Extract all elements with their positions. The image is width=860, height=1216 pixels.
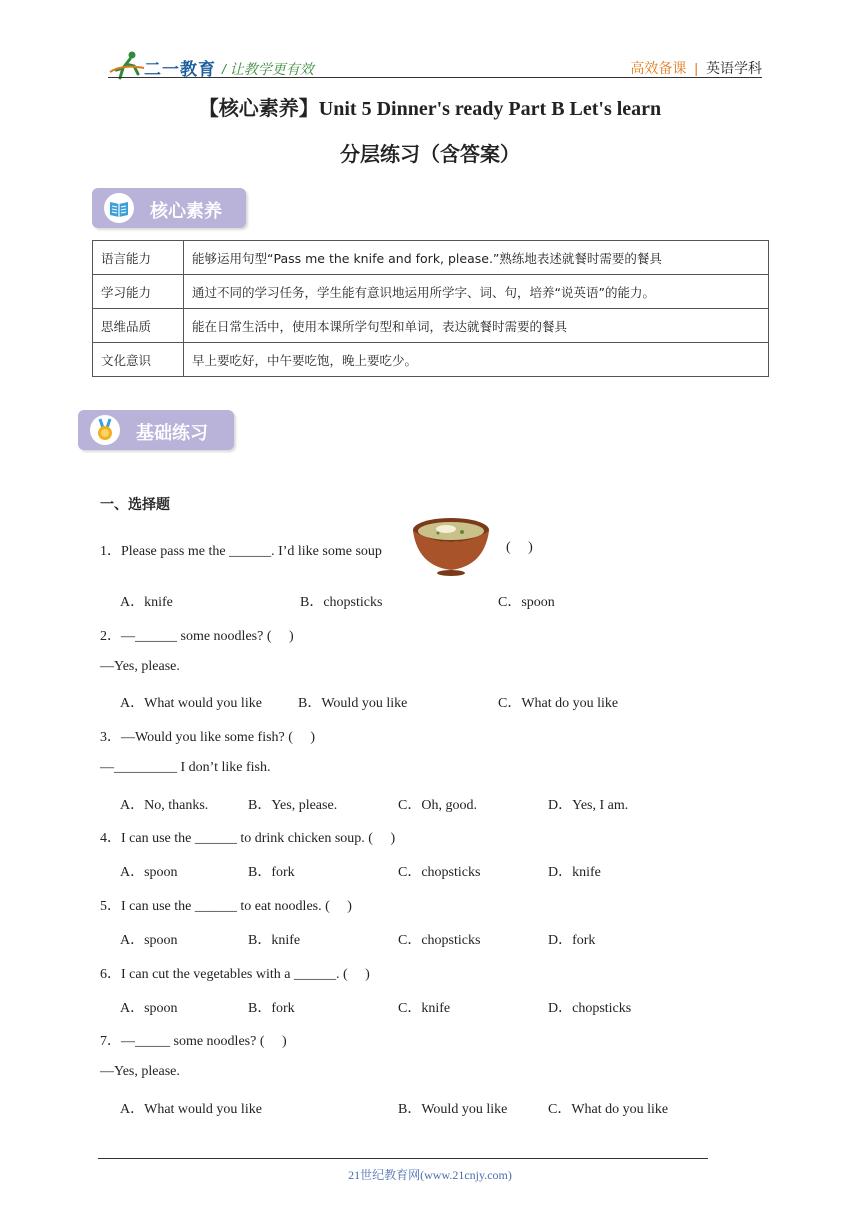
option-b: B．Yes, please. <box>248 798 338 813</box>
core-competency-table <box>92 240 769 377</box>
section-title-basic: 基础练习 <box>136 423 208 444</box>
question-7-stem: 7．—_____ some noodles? ( ) <box>100 1034 287 1049</box>
option-c: C．knife <box>398 1001 451 1016</box>
option-b: B．fork <box>248 1001 295 1016</box>
medal-icon <box>90 415 120 445</box>
question-1-answer-slot: ( ) <box>506 540 533 555</box>
page-title: 【核心素养】Unit 5 Dinner's ready Part B Let's learn <box>198 98 662 120</box>
table-cell-name: 思维品质 <box>93 309 184 343</box>
option-c: C．Oh, good. <box>398 798 477 813</box>
option-c: C．spoon <box>498 595 555 610</box>
table-row <box>93 309 769 343</box>
table-cell-name: 文化意识 <box>93 343 184 377</box>
option-b: B．knife <box>248 933 301 948</box>
header-tag-prep: 高效备课 <box>630 60 687 76</box>
table-row <box>93 343 769 377</box>
table-cell-name: 语言能力 <box>93 241 184 275</box>
footer-source: 21世纪教育网(www.21cnjy.com) <box>348 1168 512 1182</box>
table-cell-desc: 通过不同的学习任务，学生能有意识地运用所学字、词、句，培养“说英语”的能力。 <box>184 275 769 309</box>
option-a: A．knife <box>120 595 173 610</box>
question-2-reply: —Yes, please. <box>100 659 180 674</box>
header-separator: | <box>694 60 698 76</box>
question-3-reply: —_________ I don’t like fish. <box>100 760 271 775</box>
option-c: C．What do you like <box>498 696 619 711</box>
table-cell-desc: 能在日常生活中，使用本课所学句型和单词，表达就餐时需要的餐具 <box>184 309 769 343</box>
option-c: C．chopsticks <box>398 865 481 880</box>
option-a: A．No, thanks. <box>120 798 209 813</box>
table-cell-desc: 能够运用句型“Pass me the knife and fork, please.”熟练地表述就餐时需要的餐具 <box>184 241 769 275</box>
question-2-stem: 2．—______ some noodles? ( ) <box>100 629 294 644</box>
option-a: A．What would you like <box>120 696 262 711</box>
option-b: B．fork <box>248 865 295 880</box>
option-c: C．What do you like <box>548 1102 669 1117</box>
option-b: B．Would you like <box>398 1102 508 1117</box>
option-c: C．chopsticks <box>398 933 481 948</box>
option-d: D．fork <box>548 933 596 948</box>
logo-text: 二一教育 <box>144 60 216 79</box>
header-right <box>630 58 762 78</box>
option-a: A．spoon <box>120 865 178 880</box>
option-b: B．chopsticks <box>300 595 383 610</box>
option-a: A．spoon <box>120 933 178 948</box>
soup-bowl-icon <box>410 516 492 578</box>
section-badge-core <box>92 188 246 228</box>
option-b: B．Would you like <box>298 696 408 711</box>
table-row <box>93 241 769 275</box>
option-d: D．knife <box>548 865 601 880</box>
header-tag-subject: 英语学科 <box>706 60 762 76</box>
question-6-stem: 6．I can cut the vegetables with a ______. ( ) <box>100 967 370 982</box>
option-a: A．What would you like <box>120 1102 262 1117</box>
footer-divider <box>98 1158 708 1159</box>
question-1-stem: 1．Please pass me the ______. I’d like some soup <box>100 544 382 559</box>
question-5-stem: 5．I can use the ______ to eat noodles. ( ) <box>100 899 352 914</box>
book-icon <box>104 193 134 223</box>
table-cell-desc: 早上要吃好，中午要吃饱，晚上要吃少。 <box>184 343 769 377</box>
question-7-reply: —Yes, please. <box>100 1064 180 1079</box>
table-cell-name: 学习能力 <box>93 275 184 309</box>
exercise-heading: 一、选择题 <box>100 497 170 513</box>
table-row <box>93 275 769 309</box>
question-4-stem: 4．I can use the ______ to drink chicken soup. ( ) <box>100 831 396 846</box>
question-3-stem: 3．—Would you like some fish? ( ) <box>100 730 316 745</box>
page-subtitle: 分层练习（含答案） <box>340 142 520 166</box>
option-d: D．Yes, I am. <box>548 798 629 813</box>
slogan: / 让教学更有效 <box>222 61 314 77</box>
option-d: D．chopsticks <box>548 1001 632 1016</box>
section-badge-basic <box>78 410 234 450</box>
runner-logo-icon <box>108 50 148 80</box>
option-a: A．spoon <box>120 1001 178 1016</box>
section-title-core: 核心素养 <box>150 201 222 222</box>
header-divider <box>108 77 762 78</box>
